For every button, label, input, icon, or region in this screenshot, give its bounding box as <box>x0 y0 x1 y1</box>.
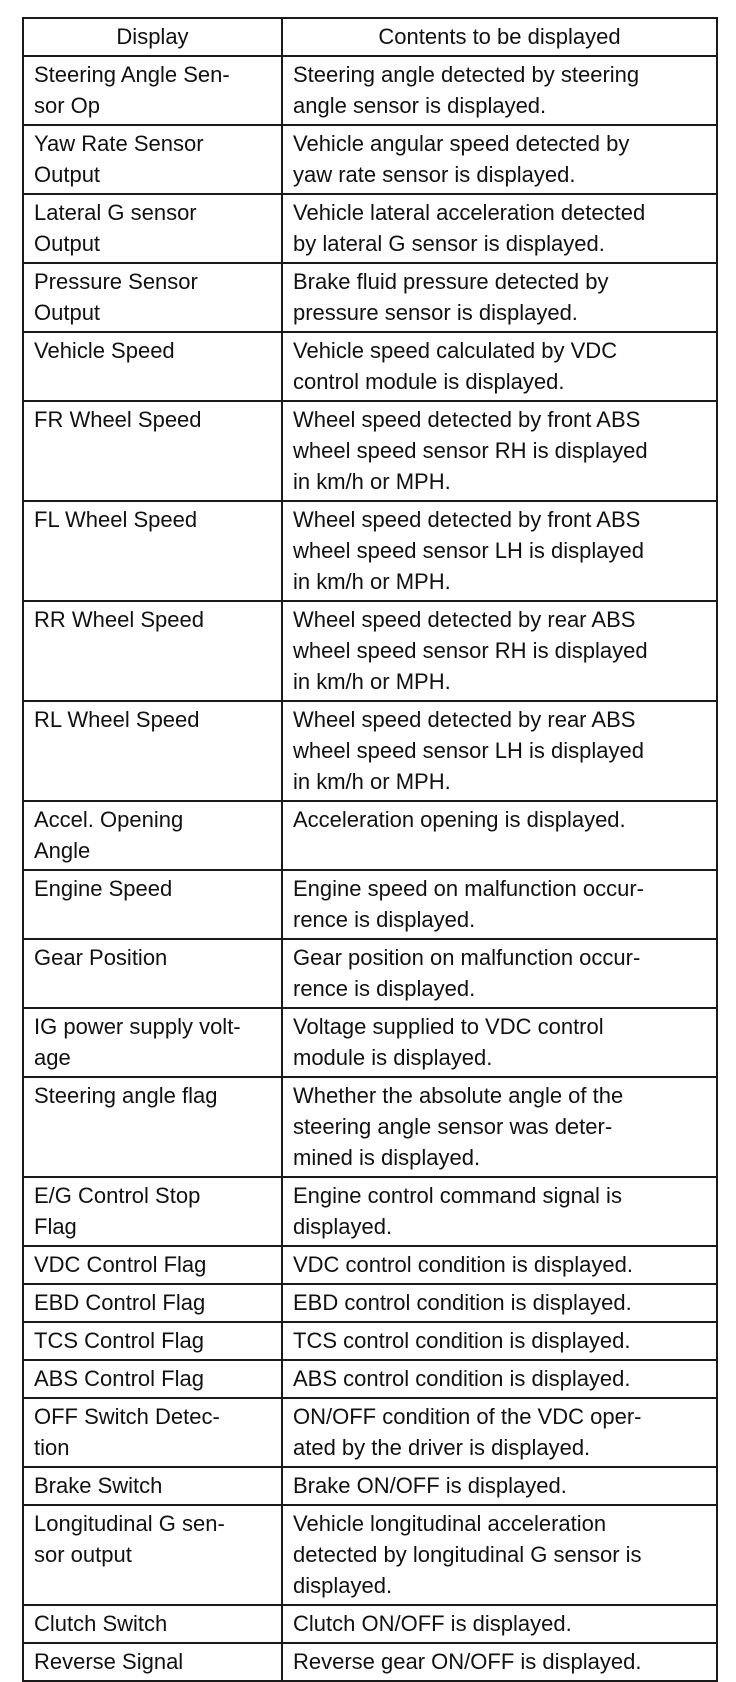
contents-cell: VDC control condition is displayed. <box>282 1246 717 1284</box>
header-display: Display <box>23 18 282 56</box>
contents-cell: EBD control condition is displayed. <box>282 1284 717 1322</box>
contents-cell: Engine control command signal is displayed. <box>282 1177 717 1246</box>
display-cell: Yaw Rate Sensor Output <box>23 125 282 194</box>
display-cell: Reverse Signal <box>23 1643 282 1681</box>
table-row <box>23 701 717 801</box>
contents-cell: Engine speed on malfunction occur- rence is displayed. <box>282 870 717 939</box>
contents-cell: Whether the absolute angle of the steering angle sensor was deter- mined is displayed. <box>282 1077 717 1177</box>
table-row <box>23 1398 717 1467</box>
table-row <box>23 1605 717 1643</box>
contents-cell: Reverse gear ON/OFF is displayed. <box>282 1643 717 1681</box>
table-row <box>23 125 717 194</box>
contents-cell: Steering angle detected by steering angle sensor is displayed. <box>282 56 717 125</box>
display-cell: Engine Speed <box>23 870 282 939</box>
table-row <box>23 1467 717 1505</box>
table-row <box>23 501 717 601</box>
table-row <box>23 939 717 1008</box>
contents-cell: Clutch ON/OFF is displayed. <box>282 1605 717 1643</box>
table-row <box>23 1077 717 1177</box>
display-cell: RL Wheel Speed <box>23 701 282 801</box>
display-cell: E/G Control Stop Flag <box>23 1177 282 1246</box>
table-row <box>23 401 717 501</box>
display-cell: Longitudinal G sen- sor output <box>23 1505 282 1605</box>
contents-cell: Brake ON/OFF is displayed. <box>282 1467 717 1505</box>
display-cell: Accel. Opening Angle <box>23 801 282 870</box>
table-row <box>23 601 717 701</box>
display-cell: Brake Switch <box>23 1467 282 1505</box>
table-row <box>23 870 717 939</box>
display-cell: FL Wheel Speed <box>23 501 282 601</box>
contents-cell: Wheel speed detected by front ABS wheel speed sensor LH is displayed in km/h or MPH. <box>282 501 717 601</box>
header-contents: Contents to be displayed <box>282 18 717 56</box>
table-row <box>23 194 717 263</box>
display-cell: TCS Control Flag <box>23 1322 282 1360</box>
contents-cell: Wheel speed detected by rear ABS wheel speed sensor LH is displayed in km/h or MPH. <box>282 701 717 801</box>
contents-cell: Vehicle lateral acceleration detected by lateral G sensor is displayed. <box>282 194 717 263</box>
display-cell: Vehicle Speed <box>23 332 282 401</box>
display-cell: FR Wheel Speed <box>23 401 282 501</box>
table-row <box>23 1505 717 1605</box>
table-row <box>23 1284 717 1322</box>
display-cell: Pressure Sensor Output <box>23 263 282 332</box>
display-cell: OFF Switch Detec- tion <box>23 1398 282 1467</box>
contents-cell: Brake fluid pressure detected by pressure sensor is displayed. <box>282 263 717 332</box>
display-cell: RR Wheel Speed <box>23 601 282 701</box>
display-contents-table-container <box>22 17 716 1682</box>
contents-cell: Voltage supplied to VDC control module is displayed. <box>282 1008 717 1077</box>
contents-cell: ABS control condition is displayed. <box>282 1360 717 1398</box>
display-cell: Lateral G sensor Output <box>23 194 282 263</box>
table-row <box>23 332 717 401</box>
contents-cell: Wheel speed detected by front ABS wheel speed sensor RH is displayed in km/h or MPH. <box>282 401 717 501</box>
display-cell: Steering Angle Sen- sor Op <box>23 56 282 125</box>
contents-cell: Gear position on malfunction occur- rence is displayed. <box>282 939 717 1008</box>
contents-cell: Wheel speed detected by rear ABS wheel speed sensor RH is displayed in km/h or MPH. <box>282 601 717 701</box>
contents-cell: Vehicle speed calculated by VDC control module is displayed. <box>282 332 717 401</box>
table-row <box>23 1322 717 1360</box>
table-row <box>23 1643 717 1681</box>
display-cell: Gear Position <box>23 939 282 1008</box>
contents-cell: Acceleration opening is displayed. <box>282 801 717 870</box>
contents-cell: TCS control condition is displayed. <box>282 1322 717 1360</box>
display-cell: IG power supply volt- age <box>23 1008 282 1077</box>
contents-cell: ON/OFF condition of the VDC oper- ated by the driver is displayed. <box>282 1398 717 1467</box>
table-row <box>23 1360 717 1398</box>
display-cell: Clutch Switch <box>23 1605 282 1643</box>
table-header-row <box>23 18 717 56</box>
table-row <box>23 56 717 125</box>
display-cell: EBD Control Flag <box>23 1284 282 1322</box>
contents-cell: Vehicle angular speed detected by yaw rate sensor is displayed. <box>282 125 717 194</box>
table-row <box>23 263 717 332</box>
table-row <box>23 1246 717 1284</box>
display-cell: Steering angle flag <box>23 1077 282 1177</box>
table-body <box>23 56 717 1681</box>
contents-cell: Vehicle longitudinal acceleration detected by longitudinal G sensor is displayed. <box>282 1505 717 1605</box>
table-row <box>23 1008 717 1077</box>
display-cell: VDC Control Flag <box>23 1246 282 1284</box>
table-row <box>23 801 717 870</box>
table-row <box>23 1177 717 1246</box>
display-contents-table <box>22 17 718 1682</box>
display-cell: ABS Control Flag <box>23 1360 282 1398</box>
